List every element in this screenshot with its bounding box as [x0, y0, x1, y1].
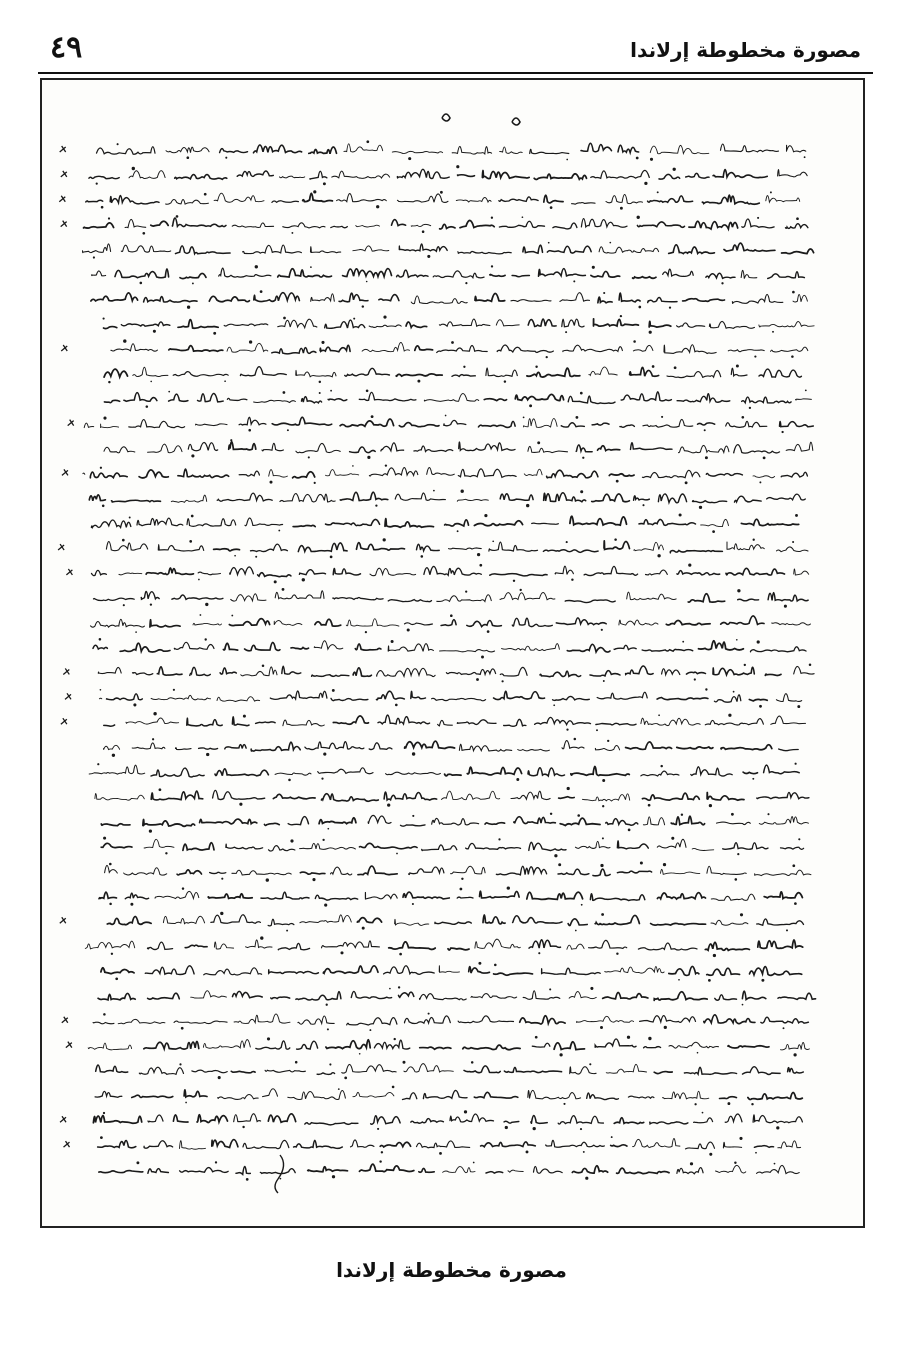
manuscript-line — [89, 490, 805, 510]
margin-mark — [58, 544, 64, 550]
manuscript-line — [101, 837, 803, 858]
margin-mark — [68, 420, 74, 426]
margin-mark — [63, 668, 69, 674]
figure-caption: مصورة مخطوطة إرلاندا — [336, 1258, 567, 1282]
margin-mark — [60, 146, 66, 152]
manuscript-line — [98, 663, 814, 682]
manuscript-line — [91, 614, 811, 633]
manuscript-line — [99, 688, 801, 708]
margin-mark — [62, 469, 68, 475]
manuscript-line — [89, 763, 799, 782]
manuscript-line — [83, 242, 814, 259]
margin-mark — [61, 718, 67, 724]
manuscript-line — [104, 712, 806, 731]
manuscript-mark — [442, 114, 450, 121]
manuscript-line — [84, 215, 808, 235]
manuscript-line — [104, 439, 813, 459]
page-header — [40, 28, 863, 72]
manuscript-line — [85, 936, 802, 957]
manuscript-line — [92, 564, 809, 584]
manuscript-line — [98, 986, 816, 1006]
manuscript-image — [42, 80, 863, 1226]
margin-mark — [62, 1017, 68, 1023]
manuscript-line — [101, 962, 802, 982]
manuscript-mark — [512, 118, 520, 125]
manuscript-line — [94, 588, 809, 608]
margin-mark — [65, 693, 71, 699]
manuscript-image-frame — [40, 78, 865, 1228]
manuscript-line — [104, 389, 811, 409]
manuscript-line — [104, 365, 801, 384]
manuscript-line — [111, 339, 808, 358]
manuscript-line — [95, 787, 809, 807]
margin-mark — [66, 1042, 72, 1048]
manuscript-line — [107, 912, 803, 932]
manuscript-line — [96, 1061, 804, 1079]
margin-mark — [61, 221, 67, 227]
margin-mark — [60, 917, 66, 923]
manuscript-line — [88, 1036, 809, 1057]
page-number: ٤٩ — [50, 30, 83, 65]
manuscript-line — [95, 1086, 802, 1106]
margin-mark — [59, 196, 65, 202]
manuscript-line — [93, 1110, 802, 1130]
manuscript-line — [99, 1160, 799, 1180]
manuscript-line — [84, 415, 813, 433]
margin-mark — [66, 569, 72, 575]
manuscript-line — [104, 738, 799, 757]
manuscript-line — [99, 886, 802, 906]
running-title: مصورة مخطوطة إرلاندا — [630, 38, 861, 62]
manuscript-line — [93, 1013, 808, 1031]
manuscript-line — [105, 862, 811, 882]
margin-mark — [60, 1116, 66, 1122]
header-rule — [38, 72, 873, 74]
manuscript-line — [83, 464, 808, 484]
manuscript-line — [91, 513, 798, 532]
margin-mark — [64, 1141, 70, 1147]
manuscript-line — [93, 638, 806, 658]
manuscript-line — [98, 1136, 801, 1156]
margin-mark — [61, 345, 67, 351]
manuscript-line — [101, 813, 808, 833]
manuscript-line — [106, 538, 808, 558]
manuscript-line — [92, 265, 805, 284]
manuscript-line — [86, 190, 800, 209]
margin-mark — [61, 171, 67, 177]
manuscript-line — [89, 165, 807, 185]
manuscript-line — [103, 315, 815, 335]
manuscript-line — [97, 140, 806, 161]
manuscript-line — [91, 290, 808, 309]
